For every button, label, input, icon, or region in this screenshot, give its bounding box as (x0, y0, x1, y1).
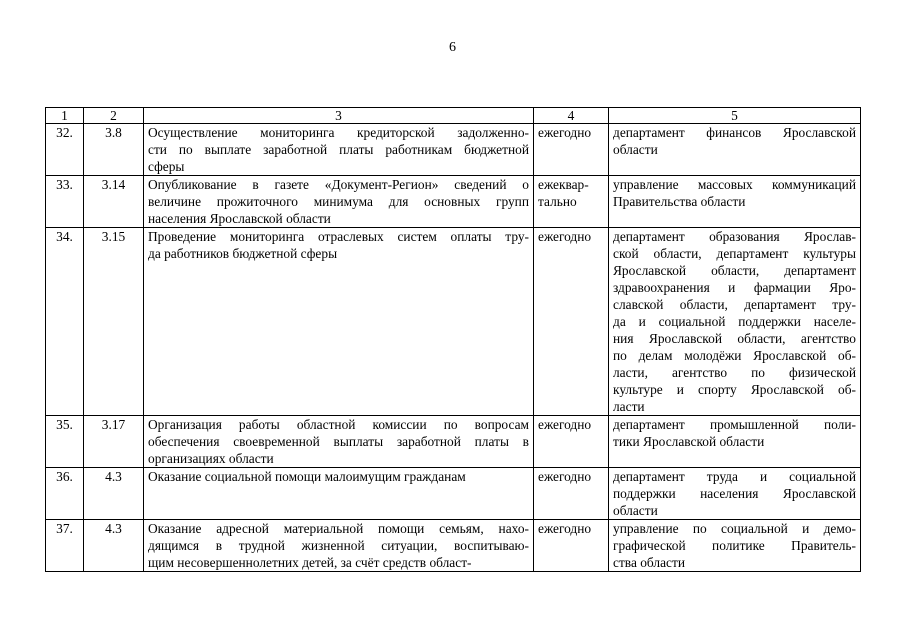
cell-line: Оказание социальной помощи малоимущим гражданам (148, 469, 466, 484)
page-number: 6 (449, 40, 456, 55)
cell-line: графической политике Правитель- (613, 538, 856, 553)
row-number-cell: 33. (46, 176, 84, 228)
responsible-cell (609, 416, 861, 468)
cell-line: ласти (613, 399, 645, 414)
column-header: 5 (609, 108, 861, 124)
period-cell (534, 416, 609, 468)
cell-line: щим несовершеннолетних детей, за счёт средств област- (148, 555, 472, 570)
cell-line: организациях области (148, 451, 274, 466)
cell-line: да работников бюджетной сферы (148, 246, 338, 261)
cell-line: поддержки населения Ярославской (613, 486, 856, 501)
row-number-cell: 37. (46, 520, 84, 572)
responsible-cell (609, 124, 861, 176)
row-number-cell: 34. (46, 228, 84, 416)
column-header: 2 (84, 108, 144, 124)
row-number-cell: 32. (46, 124, 84, 176)
cell-line: ежегодно (538, 469, 592, 484)
cell-line: Организация работы областной комиссии по вопросам (148, 417, 529, 432)
cell-line: да и социальной поддержки населе- (613, 314, 856, 329)
cell-line: населения Ярославской области (148, 211, 331, 226)
cell-line: дящимся в трудной жизненной ситуации, воспитываю- (148, 538, 529, 553)
period-cell (534, 176, 609, 228)
measure-description-cell (144, 468, 534, 520)
cell-line: обеспечения своевременной выплаты заработной платы в (148, 434, 529, 449)
period-cell (534, 228, 609, 416)
cell-line: ежегодно (538, 125, 592, 140)
cell-line: сти по выплате заработной платы работникам бюджетной (148, 142, 529, 157)
item-reference-cell: 3.15 (84, 228, 144, 416)
measure-description-cell (144, 520, 534, 572)
cell-line: ской области, департамент культуры (613, 246, 856, 261)
cell-line: здравоохранения и фармации Яро- (613, 280, 856, 295)
cell-line: департамент труда и социальной (613, 469, 856, 484)
cell-line: Оказание адресной материальной помощи семьям, нахо- (148, 521, 529, 536)
cell-line: сферы (148, 159, 185, 174)
row-number-cell: 36. (46, 468, 84, 520)
cell-line: культуре и спорту Ярославской об- (613, 382, 856, 397)
responsible-cell (609, 176, 861, 228)
cell-line: величине прожиточного минимума для основных групп (148, 194, 529, 209)
table-row (46, 176, 861, 228)
cell-line: Опубликование в газете «Документ-Регион» сведений о (148, 177, 529, 192)
item-reference-cell: 4.3 (84, 468, 144, 520)
cell-line: управление по социальной и демо- (613, 521, 856, 536)
cell-line: славской области, департамент тру- (613, 297, 856, 312)
cell-line: Правительства области (613, 194, 746, 209)
period-cell (534, 468, 609, 520)
cell-line: Проведение мониторинга отраслевых систем оплаты тру- (148, 229, 529, 244)
measure-description-cell (144, 124, 534, 176)
cell-line: ежеквар- (538, 177, 589, 192)
cell-line: ства области (613, 555, 685, 570)
cell-line: тики Ярославской области (613, 434, 765, 449)
cell-line: департамент промышленной поли- (613, 417, 856, 432)
table-row (46, 124, 861, 176)
table-header-row (46, 108, 861, 124)
column-header: 1 (46, 108, 84, 124)
item-reference-cell: 3.17 (84, 416, 144, 468)
cell-line: ния Ярославской области, агентство (613, 331, 856, 346)
cell-line: области (613, 503, 658, 518)
cell-line: Осуществление мониторинга кредиторской задолженно- (148, 125, 529, 140)
item-reference-cell: 4.3 (84, 520, 144, 572)
cell-line: департамент образования Ярослав- (613, 229, 856, 244)
column-header: 3 (144, 108, 534, 124)
cell-line: управление массовых коммуникаций (613, 177, 856, 192)
cell-line: тально (538, 194, 577, 209)
responsible-cell (609, 468, 861, 520)
item-reference-cell: 3.8 (84, 124, 144, 176)
period-cell (534, 124, 609, 176)
table-row (46, 228, 861, 416)
cell-line: Ярославской области, департамент (613, 263, 856, 278)
period-cell (534, 520, 609, 572)
responsible-cell (609, 228, 861, 416)
column-header: 4 (534, 108, 609, 124)
table-row (46, 416, 861, 468)
cell-line: ежегодно (538, 521, 592, 536)
item-reference-cell: 3.14 (84, 176, 144, 228)
measures-table (45, 107, 861, 572)
measure-description-cell (144, 416, 534, 468)
responsible-cell (609, 520, 861, 572)
cell-line: по делам молодёжи Ярославской об- (613, 348, 856, 363)
cell-line: департамент финансов Ярославской (613, 125, 856, 140)
cell-line: ежегодно (538, 417, 592, 432)
cell-line: ежегодно (538, 229, 592, 244)
cell-line: области (613, 142, 658, 157)
cell-line: ласти, агентство по физической (613, 365, 856, 380)
measure-description-cell (144, 228, 534, 416)
table-row (46, 520, 861, 572)
measure-description-cell (144, 176, 534, 228)
row-number-cell: 35. (46, 416, 84, 468)
table-row (46, 468, 861, 520)
